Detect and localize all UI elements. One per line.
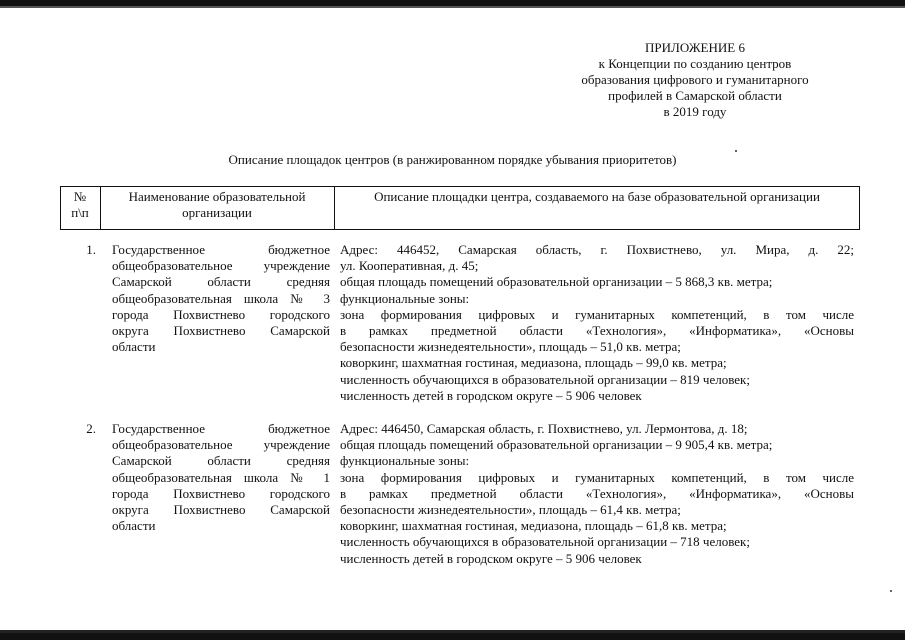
desc-line: общая площадь помещений образовательной организации – 5 868,3 кв. метра;: [340, 274, 773, 290]
org-line: Самарской области средняя: [112, 274, 330, 290]
desc-line: безопасности жизнедеятельности», площадь – 51,0 кв. метра;: [340, 339, 681, 355]
header-desc-line: Описание площадки центра, создаваемого на базе образовательной организации: [374, 189, 820, 204]
appendix-line: профилей в Самарской области: [608, 88, 782, 103]
desc-line: в рамках предметной области «Технология», «Информатика», «Основы: [340, 323, 854, 339]
scan-border-bottom: [0, 633, 905, 640]
appendix-line: ПРИЛОЖЕНИЕ 6: [645, 40, 745, 55]
appendix-line: образования цифрового и гуманитарного: [581, 72, 809, 87]
sites-table: [60, 186, 860, 566]
org-line: области: [112, 518, 156, 534]
header-desc: [334, 187, 860, 229]
org-line: области: [112, 339, 156, 355]
desc-line: Адрес: 446452, Самарская область, г. Похвистнево, ул. Мира, д. 22;: [340, 242, 854, 257]
desc-line: ул. Кооперативная, д. 45;: [340, 258, 479, 274]
row-number: 1.: [86, 242, 96, 257]
header-org-line: Наименование образовательной: [128, 189, 306, 204]
desc-line: функциональные зоны:: [340, 453, 470, 469]
desc-line: численность обучающихся в образовательной организации – 819 человек;: [340, 371, 750, 387]
org-line: общеобразовательное учреждение: [112, 258, 330, 274]
desc-line: в рамках предметной области «Технология», «Информатика», «Основы: [340, 485, 854, 501]
org-line: округа Похвистнево Самарской: [112, 323, 330, 339]
desc-line: функциональные зоны:: [340, 290, 470, 306]
desc-line: коворкинг, шахматная гостиная, медиазона, площадь – 99,0 кв. метра;: [340, 355, 727, 371]
appendix-line: к Концепции по созданию центров: [598, 56, 792, 71]
row-number: 2.: [86, 421, 96, 436]
header-num-line: п\п: [71, 205, 89, 220]
desc-line: безопасности жизнедеятельности», площадь – 61,4 кв. метра;: [340, 502, 681, 518]
org-line: общеобразовательное учреждение: [112, 437, 330, 453]
org-line: города Похвистнево городского: [112, 485, 330, 501]
row-description: [340, 242, 854, 404]
appendix-header: [560, 40, 830, 120]
org-line: Самарской области средняя: [112, 453, 330, 469]
org-line: общеобразовательная школа № 1: [112, 469, 330, 485]
desc-line: численность детей в городском округе – 5 906 человек: [340, 550, 642, 566]
desc-line: Адрес: 446450, Самарская область, г. Похвистнево, ул. Лермонтова, д. 18;: [340, 421, 748, 436]
scan-border-top-shadow: [0, 6, 905, 8]
desc-line: численность обучающихся в образовательной организации – 718 человек;: [340, 534, 750, 550]
org-line: Государственное бюджетное: [112, 421, 330, 436]
desc-line: общая площадь помещений образовательной организации – 9 905,4 кв. метра;: [340, 437, 773, 453]
table-border-right: [859, 187, 860, 229]
desc-line: зона формирования цифровых и гуманитарных компетенций, в том числе: [340, 469, 854, 485]
header-num-line: №: [73, 189, 87, 204]
org-line: города Похвистнево городского: [112, 306, 330, 322]
row-organization: [112, 242, 330, 355]
scan-speck: [735, 150, 737, 152]
scan-speck: [890, 590, 892, 592]
desc-line: зона формирования цифровых и гуманитарных компетенций, в том числе: [340, 306, 854, 322]
document-title: Описание площадок центров (в ранжированном порядке убывания приоритетов): [228, 152, 677, 167]
desc-line: коворкинг, шахматная гостиная, медиазона, площадь – 61,8 кв. метра;: [340, 518, 727, 534]
desc-line: численность детей в городском округе – 5 906 человек: [340, 387, 642, 403]
row-description: [340, 421, 854, 567]
org-line: общеобразовательная школа № 3: [112, 290, 330, 306]
org-line: Государственное бюджетное: [112, 242, 330, 257]
row-organization: [112, 421, 330, 534]
header-num: [60, 187, 100, 229]
header-org: [100, 187, 334, 229]
table-header: [60, 186, 860, 230]
appendix-line: в 2019 году: [663, 104, 727, 119]
org-line: округа Похвистнево Самарской: [112, 502, 330, 518]
header-org-line: организации: [182, 205, 252, 220]
